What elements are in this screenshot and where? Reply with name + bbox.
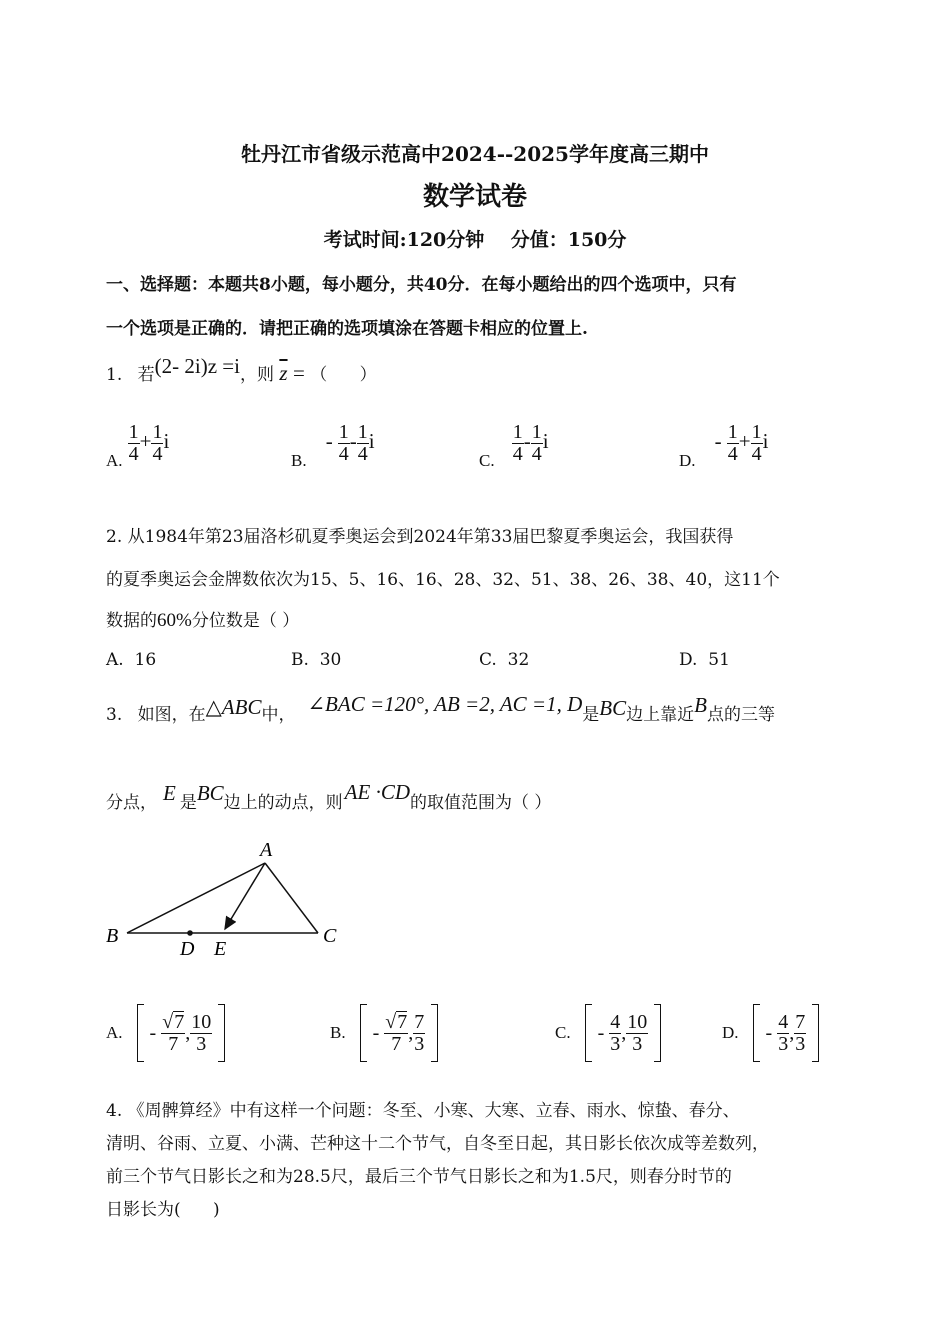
q3-text: 的取值范围为（ ） <box>410 793 552 813</box>
q3-triangle: △ABC <box>205 695 262 719</box>
q2-text: 数据的 <box>106 611 157 631</box>
school-title: 牡丹江市省级示范高中2024--2025学年度高三期中 <box>241 142 709 166</box>
q3-text: 边上的动点，则 <box>223 793 343 813</box>
fraction: $\frac{1}{4}$ <box>751 421 762 465</box>
q3-triangle-figure <box>100 835 360 965</box>
q3-text: 点的三等 <box>706 705 775 725</box>
q1-pre: 若 <box>137 365 155 385</box>
option-label: B. <box>291 451 307 470</box>
subject-title: 数学试卷 <box>422 182 527 212</box>
sign: + <box>738 429 751 453</box>
fraction: $\frac{1}{4}$ <box>338 421 349 465</box>
label-c: C <box>323 925 337 947</box>
option-label: C. <box>555 1023 571 1042</box>
unit: i <box>542 429 549 453</box>
q3-text: 分点， <box>106 793 157 813</box>
question-1 <box>106 354 377 386</box>
option-label: D. <box>722 1023 739 1042</box>
sign: - <box>523 429 531 453</box>
sign: - <box>349 429 357 453</box>
option-label: B. <box>330 1023 346 1042</box>
label-d: D <box>180 938 195 960</box>
interval: - $\frac{4}{3}$ , $\frac{7}{3}$ <box>753 1004 820 1062</box>
fraction: $\frac{1}{4}$ <box>727 421 738 465</box>
exam-info: 考试时间:120分钟 分值：150分 <box>323 229 627 251</box>
sign: - <box>325 429 333 453</box>
q1-equals: = <box>292 361 305 385</box>
option-label: D. <box>679 451 696 470</box>
q3-condition: ∠BAC =120°, AB =2, AC =1, D <box>307 692 583 716</box>
q4-line1: 4. 《周髀算经》中有这样一个问题：冬至、小寒、大寒、立春、雨水、惊蛰、春分、 <box>106 1101 740 1121</box>
fraction: $\frac{1}{4}$ <box>152 421 163 465</box>
q3-text: 中， <box>261 705 296 725</box>
q3-text: 边上靠近 <box>626 705 695 725</box>
q1-zbar: $\overline{z}$ <box>279 361 288 385</box>
option-label: A. <box>106 1023 123 1042</box>
q3-option-b[interactable] <box>330 1004 438 1062</box>
q3-b: B <box>694 693 707 717</box>
q2-option-d[interactable]: D. 51 <box>679 650 730 670</box>
q3-line2 <box>106 780 552 814</box>
unit: i <box>762 429 769 453</box>
q3-option-c[interactable] <box>555 1004 661 1062</box>
fraction: $\frac{1}{4}$ <box>357 421 368 465</box>
label-e: E <box>214 938 227 960</box>
q3-e: E <box>163 781 176 805</box>
label-b: B <box>106 925 119 947</box>
q2-line3 <box>106 606 299 632</box>
q1-expression: (2- 2i)z =i <box>154 354 240 378</box>
label-a: A <box>260 839 273 861</box>
q3-dot-product: AE ·CD <box>344 780 410 804</box>
q3-text: 是 <box>179 793 197 813</box>
q3-bc: BC <box>599 696 627 720</box>
q1-option-c[interactable] <box>479 421 549 470</box>
q3-number: 3. <box>106 705 123 725</box>
interval: - $\frac{4}{3}$ , $\frac{10}{3}$ <box>585 1004 662 1062</box>
q1-option-d[interactable] <box>679 421 769 470</box>
q1-option-a[interactable] <box>106 421 170 470</box>
q2-text: 分位数是（ ） <box>191 611 300 631</box>
fraction: $\frac{1}{4}$ <box>128 421 139 465</box>
q2-percent: 60% <box>157 610 192 631</box>
q4-line2: 清明、谷雨、立夏、小满、芒种这十二个节气，自冬至日起，其日影长依次成等差数列， <box>106 1134 769 1154</box>
q1-mid: ，则 <box>239 365 274 385</box>
q2-line2: 的夏季奥运会金牌数依次为15、5、16、16、28、32、51、38、26、38、40，这11个 <box>106 570 780 590</box>
interval: - $\frac{√7}{7}$ , $\frac{7}{3}$ <box>360 1004 439 1062</box>
q4-line4: 日影长为( ) <box>106 1200 220 1220</box>
q3-text: 是 <box>582 705 600 725</box>
q2-line1: 2. 从1984年第23届洛杉矶夏季奥运会到2024年第33届巴黎夏季奥运会，我国获得 <box>106 527 734 547</box>
unit: i <box>163 429 170 453</box>
q4-line3: 前三个节气日影长之和为28.5尺，最后三个节气日影长之和为1.5尺，则春分时节的 <box>106 1167 732 1187</box>
interval: - $\frac{√7}{7}$ , $\frac{10}{3}$ <box>137 1004 226 1062</box>
section-intro-line2: 一个选项是正确的．请把正确的选项填涂在答题卡相应的位置上. <box>106 319 588 339</box>
q3-text: 如图，在 <box>137 705 206 725</box>
q3-bc: BC <box>196 781 224 805</box>
q1-number: 1. <box>106 365 123 385</box>
unit: i <box>368 429 375 453</box>
side-ac <box>265 863 318 933</box>
q1-paren: （ ） <box>310 365 377 385</box>
fraction: $\frac{1}{4}$ <box>512 421 523 465</box>
option-label: A. <box>106 451 123 470</box>
q3-option-d[interactable] <box>722 1004 819 1062</box>
q2-option-b[interactable]: B. 30 <box>291 650 342 670</box>
sign: + <box>139 429 152 453</box>
q2-option-c[interactable]: C. 32 <box>479 650 530 670</box>
q3-option-a[interactable] <box>106 1004 225 1062</box>
q1-option-b[interactable] <box>291 421 375 470</box>
fraction: $\frac{1}{4}$ <box>531 421 542 465</box>
q2-option-a[interactable]: A. 16 <box>106 650 157 670</box>
section-intro-line1: 一、选择题：本题共8小题，每小题分，共40分．在每小题给出的四个选项中，只有 <box>106 275 737 295</box>
q3-line1 <box>106 692 775 726</box>
option-label: C. <box>479 451 495 470</box>
point-d <box>187 930 193 936</box>
sign: - <box>714 429 722 453</box>
